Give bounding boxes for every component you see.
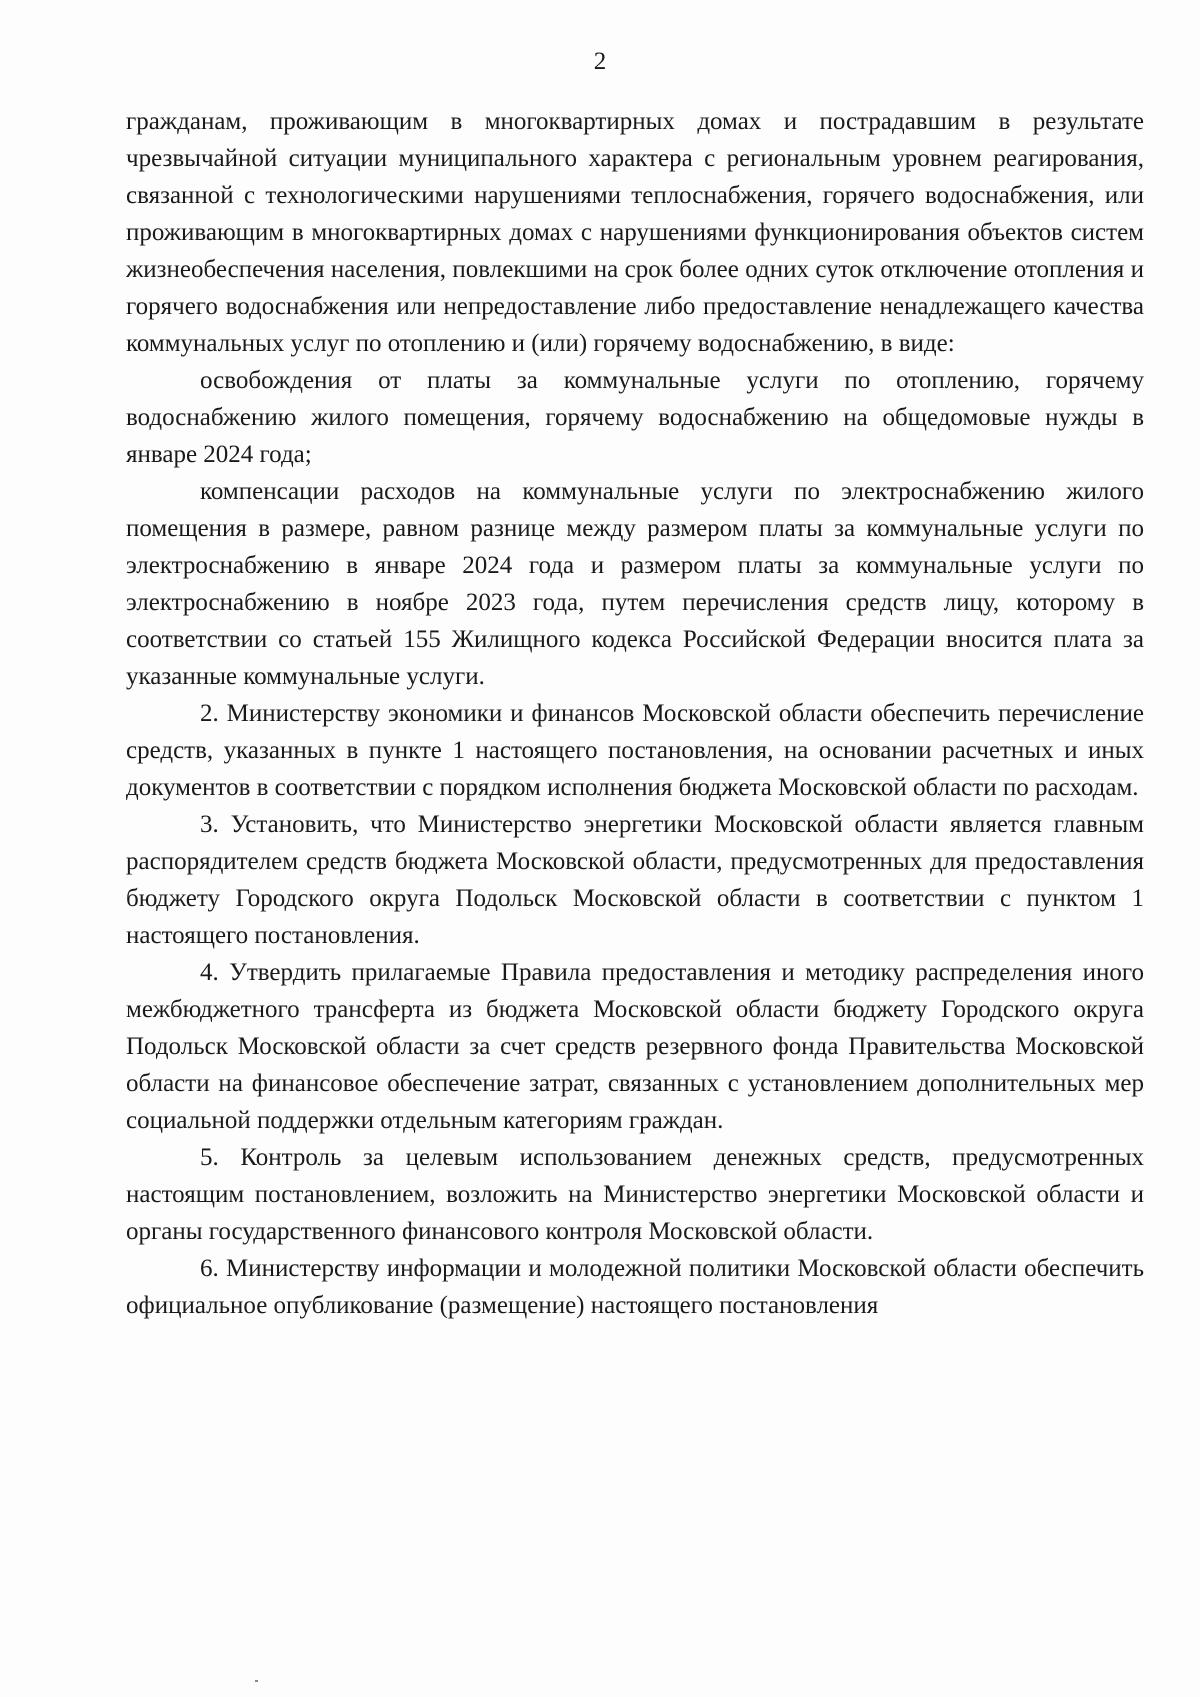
paragraph-intro-continuation: гражданам, проживающим в многоквартирных домах и пострадавшим в результате чрезвычайной ситуации муниципального характера с региональным уровнем реагирования, связанной с технологическими нарушениями теплоснабжения, горячего водоснабжения, или проживающим в многоквартирных домах с нарушениями функционирования объектов систем жизнеобеспечения населения, повлекшими на срок более одних суток отключение отопления и горячего водоснабжения или непредоставление либо предоставление ненадлежащего качества коммунальных услуг по отоплению и (или) горячему водоснабжению, в виде: <box>126 108 1144 357</box>
paragraph-item-2: 2. Министерству экономики и финансов Московской области обеспечить перечисление средств, указанных в пункте 1 настоящего постановления, на основании расчетных и иных документов в соответствии с порядком исполнения бюджета Московской области по расходам. <box>126 700 1144 801</box>
paragraph-item-3: 3. Установить, что Министерство энергетики Московской области является главным распорядителем средств бюджета Московской области, предусмотренных для предоставления бюджету Городского округа Подольск Московской области в соответствии с пунктом 1 настоящего постановления. <box>126 811 1144 949</box>
paragraph-fee-exemption: освобождения от платы за коммунальные услуги по отоплению, горячему водоснабжению жилого помещения, горячему водоснабжению на общедомовые нужды в январе 2024 года; <box>126 367 1144 468</box>
paragraph-item-6: 6. Министерству информации и молодежной политики Московской области обеспечить официальное опубликование (размещение) настоящего постановления <box>126 1255 1144 1319</box>
paragraph-item-5: 5. Контроль за целевым использованием денежных средств, предусмотренных настоящим постановлением, возложить на Министерство энергетики Московской области и органы государственного финансового контроля Московской области. <box>126 1144 1144 1245</box>
paragraph-electricity-compensation: компенсации расходов на коммунальные услуги по электроснабжению жилого помещения в размере, равном разнице между размером платы за коммунальные услуги по электроснабжению в январе 2024 года и размером платы за коммунальные услуги по электроснабжению в ноябре 2023 года, путем перечисления средств лицу, которому в соответствии со статьей 155 Жилищного кодекса Российской Федерации вносится плата за указанные коммунальные услуги. <box>126 478 1144 690</box>
scan-artifact <box>255 1680 258 1682</box>
document-body <box>126 103 1144 1324</box>
page-number: 2 <box>593 48 607 75</box>
paragraph-item-4: 4. Утвердить прилагаемые Правила предоставления и методику распределения иного межбюджетного трансферта из бюджета Московской области бюджету Городского округа Подольск Московской области за счет средств резервного фонда Правительства Московской области на финансовое обеспечение затрат, связанных с установлением дополнительных мер социальной поддержки отдельным категориям граждан. <box>126 959 1144 1134</box>
